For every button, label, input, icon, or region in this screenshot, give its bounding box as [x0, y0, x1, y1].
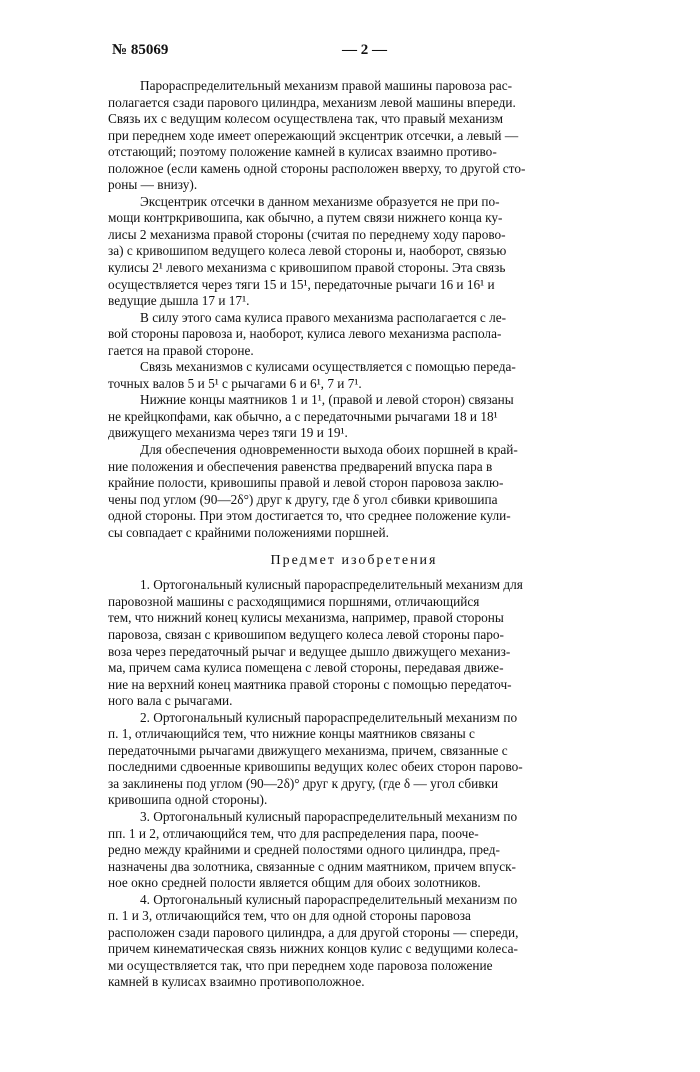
text-line: пп. 1 и 2, отличающийся тем, что для распределения пара, пооче- [108, 825, 479, 841]
text-line: кулисы 2¹ левого механизма с кривошипом правой стороны. Эта связь [108, 260, 506, 276]
text-line: одной стороны. При этом достигается то, что среднее положение кули- [108, 508, 511, 524]
text-line: гается на правой стороне. [108, 342, 254, 358]
text-line: кривошипа одной стороны). [108, 792, 268, 808]
text-line: Парораспределительный механизм правой машины паровоза рас- [140, 78, 513, 93]
text-line: 1. Ортогональный кулисный парораспределительный механизм для [140, 577, 523, 593]
text-line: 2. Ортогональный кулисный парораспределительный механизм по [140, 709, 518, 725]
description-section [108, 78, 600, 541]
text-line: ми осуществляется так, что при переднем ходе паровоза положение [108, 957, 493, 973]
paragraph [108, 392, 600, 442]
text-line: Связь механизмов с кулисами осуществляется с помощью переда- [140, 359, 516, 375]
text-line: В силу этого сама кулиса правого механизма располагается с ле- [140, 309, 507, 325]
text-line: последними сдвоенные кривошипы ведущих колес обеих сторон парово- [108, 759, 523, 775]
document-number: № 85069 [112, 42, 169, 58]
section-title: Предмет изобретения [270, 553, 438, 569]
text-line: расположен сзади парового цилиндра, а для другой стороны — спереди, [108, 924, 519, 940]
text-line: паровоза, связан с кривошипом ведущего колеса левой стороны паро- [108, 626, 504, 642]
text-line: за заклинены под углом (90—2δ)° друг к другу, (где δ — угол сбивки [108, 775, 499, 791]
claim-paragraph [108, 809, 600, 892]
text-line: отстающий; поэтому положение камней в кулисах взаимно противо- [108, 144, 497, 160]
text-line: ма, причем сама кулиса помещена с левой стороны, передавая движе- [108, 660, 504, 676]
text-line: ние положения и обеспечения равенства предварений впуска пара в [108, 458, 493, 474]
text-line: ние на верхний конец маятника правой стороны с помощью передаточ- [108, 676, 512, 692]
text-line: положное (если камень одной стороны расположен вверху, то другой сто- [108, 160, 526, 176]
text-line: роны — внизу). [108, 177, 198, 193]
text-line: осуществляется через тяги 15 и 15¹, передаточные рычаги 16 и 16¹ и [108, 276, 495, 292]
text-line: сы совпадает с крайними положениями поршней. [108, 524, 389, 540]
text-line: лисы 2 механизма правой стороны (считая по переднему ходу парово- [108, 226, 506, 242]
paragraph [108, 442, 600, 541]
paragraph [108, 310, 600, 360]
text-line: Для обеспечения одновременности выхода обоих поршней в край- [140, 442, 518, 458]
text-line: крайние полости, кривошипы правой и левой сторон паровоза заклю- [108, 475, 504, 491]
paragraph [108, 359, 600, 392]
claim-paragraph [108, 577, 600, 709]
text-line: редно между крайними и средней полостями одного цилиндра, пред- [108, 842, 500, 858]
text-line: передаточными рычагами движущего механизма, причем, связанные с [108, 742, 508, 758]
text-line: ного вала с рычагами. [108, 693, 233, 709]
text-line: п. 1, отличающийся тем, что нижние концы маятников связаны с [108, 726, 475, 742]
paragraph [108, 78, 600, 194]
text-line: Связь их с ведущим колесом осуществлена так, что правый механизм [108, 111, 503, 127]
text-line: причем кинематическая связь нижних концов кулис с ведущими колеса- [108, 941, 518, 957]
page-number: — 2 — [342, 42, 387, 58]
text-line: назначены два золотника, связанные с одним маятником, причем впуск- [108, 858, 516, 874]
claims-section [108, 577, 600, 991]
text-line: воза через передаточный рычаг и ведущее дышло движущего механиз- [108, 643, 511, 659]
text-line: ное окно средней полости является общим для обоих золотников. [108, 875, 481, 891]
claim-paragraph [108, 710, 600, 809]
text-line: камней в кулисах взаимно противоположное. [108, 974, 365, 990]
text-line: при переднем ходе имеет опережающий эксцентрик отсечки, а левый — [108, 127, 519, 143]
text-line: мощи контркривошипа, как обычно, а путем связи нижнего конца ку- [108, 210, 503, 226]
text-line: ведущие дышла 17 и 17¹. [108, 293, 250, 309]
text-line: точных валов 5 и 5¹ с рычагами 6 и 6¹, 7 и 7¹. [108, 375, 362, 391]
claim-paragraph [108, 892, 600, 991]
text-line: Эксцентрик отсечки в данном механизме образуется не при по- [140, 193, 500, 209]
text-line: вой стороны паровоза и, наоборот, кулиса левого механизма распола- [108, 326, 502, 342]
document-body [108, 78, 600, 991]
text-line: полагается сзади парового цилиндра, механизм левой машины впереди. [108, 94, 516, 110]
text-line: не крейцкопфами, как обычно, а с передаточными рычагами 18 и 18¹ [108, 408, 498, 424]
text-line: 3. Ортогональный кулисный парораспределительный механизм по [140, 808, 518, 824]
text-line: Нижние концы маятников 1 и 1¹, (правой и левой сторон) связаны [140, 392, 514, 408]
text-line: паровозной машины с расходящимися поршнями, отличающийся [108, 593, 480, 609]
text-line: чены под углом (90—2δ°) друг к другу, где δ угол сбивки кривошипа [108, 491, 498, 507]
text-line: 4. Ортогональный кулисный парораспределительный механизм по [140, 891, 518, 907]
text-line: движущего механизма через тяги 19 и 19¹. [108, 425, 348, 441]
text-line: п. 1 и 3, отличающийся тем, что он для одной стороны паровоза [108, 908, 471, 924]
text-line: тем, что нижний конец кулисы механизма, например, правой стороны [108, 610, 504, 626]
paragraph [108, 194, 600, 310]
page-header [112, 42, 632, 64]
text-line: за) с кривошипом ведущего колеса левой стороны и, наоборот, связью [108, 243, 507, 259]
